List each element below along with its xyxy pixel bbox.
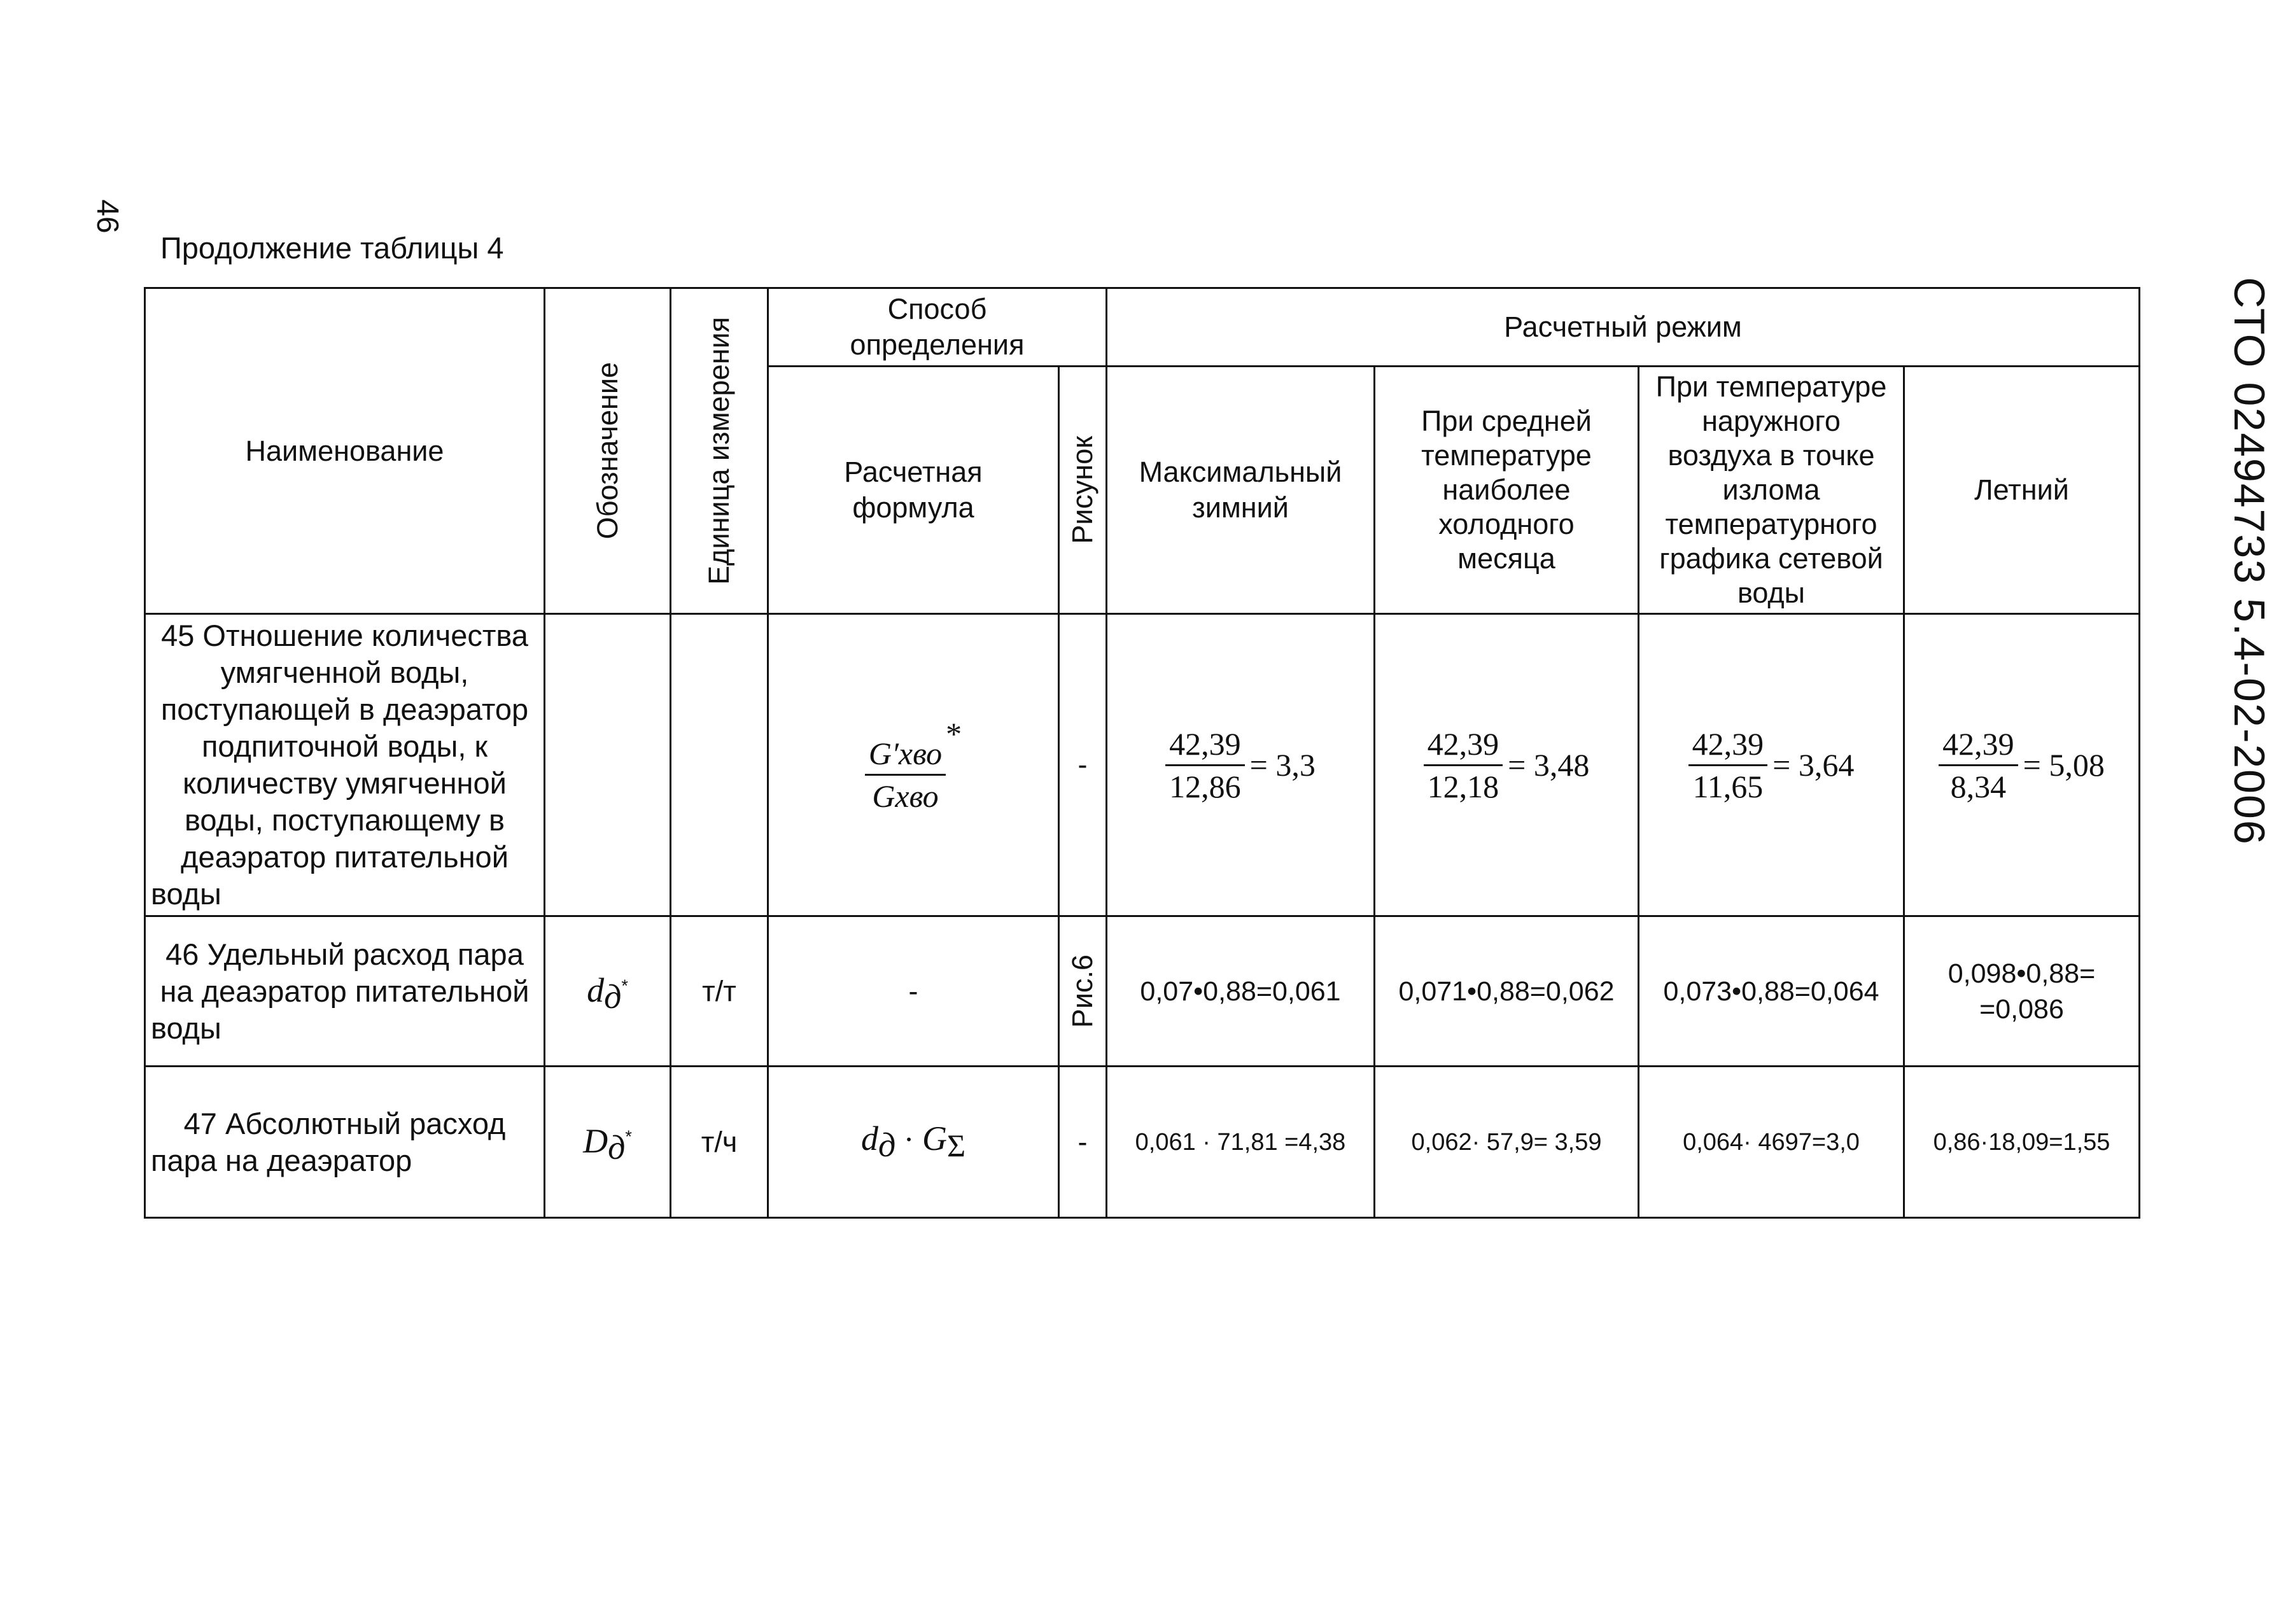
- value-denominator: 8,34: [1950, 768, 2007, 804]
- row-46-formula: -: [768, 916, 1059, 1067]
- header-figure: [1059, 367, 1107, 614]
- row-45-value-3: [1639, 614, 1904, 916]
- value-fraction: [1424, 726, 1590, 804]
- header-method: Способ определения: [768, 288, 1107, 367]
- value-denominator: 12,18: [1427, 768, 1499, 804]
- row-46-value-3: 0,073•0,88=0,064: [1639, 916, 1904, 1067]
- symbol-sup: *: [621, 976, 628, 995]
- row-46-symbol: [545, 916, 671, 1067]
- row-46-value-2: 0,071•0,88=0,062: [1375, 916, 1639, 1067]
- row-47-value-1: 0,061 · 71,81 =4,38: [1107, 1067, 1375, 1218]
- row-45-value-4: [1904, 614, 2140, 916]
- formula-numerator: G′хво: [865, 736, 946, 776]
- header-row-top: [145, 288, 2140, 367]
- row-47-unit: т/ч: [671, 1067, 768, 1218]
- value-numerator: 42,39: [1165, 726, 1245, 766]
- row-47-value-3: 0,064· 4697=3,0: [1639, 1067, 1904, 1218]
- row-46-value-1: 0,07•0,88=0,061: [1107, 916, 1375, 1067]
- value-result: = 5,08: [2023, 747, 2105, 783]
- row-47-name: 47 Абсолютный расход пара на деаэратор: [145, 1067, 545, 1218]
- formula-fraction: [865, 736, 946, 814]
- data-table: [144, 287, 2140, 1219]
- row-47-formula: [768, 1067, 1059, 1218]
- header-max-winter: Максимальный зимний: [1107, 367, 1375, 614]
- table-caption: Продолжение таблицы 4: [160, 231, 504, 265]
- row-45-formula: [768, 614, 1059, 916]
- header-coldest-month: При средней температуре наиболее холодного месяца: [1375, 367, 1639, 614]
- row-46-value-4: [1904, 916, 2140, 1067]
- value-fraction: [1688, 726, 1855, 804]
- row-45-unit: [671, 614, 768, 916]
- row-46-figure-label: Рис.6: [1066, 954, 1098, 1028]
- value-denominator: 11,65: [1692, 768, 1764, 804]
- header-break-point: При температуре наружного воздуха в точке излома температурного графика сетевой воды: [1639, 367, 1904, 614]
- formula-denominator: Gхво: [872, 778, 939, 815]
- row-45-value-2: [1375, 614, 1639, 916]
- row-45-name: 45 Отношение количества умягченной воды, поступающей в деаэратор подпиточной воды, к количеству умягченной воды, поступающему в деаэратор питательной воды: [145, 614, 545, 916]
- header-figure-label: Рисунок: [1066, 436, 1098, 544]
- header-mode: Расчетный режим: [1107, 288, 2140, 367]
- formula-star: *: [946, 715, 962, 752]
- formula-dot: ·: [895, 1121, 922, 1157]
- row-47-value-4: 0,86·18,09=1,55: [1904, 1067, 2140, 1218]
- header-symbol-label: Обозначение: [591, 362, 624, 540]
- header-symbol: [545, 288, 671, 614]
- value-fraction: [1165, 726, 1316, 804]
- row-46-unit: т/т: [671, 916, 768, 1067]
- value-result: = 3,48: [1508, 747, 1590, 783]
- formula-b-sub: Σ: [946, 1128, 966, 1163]
- symbol-sub: д: [604, 977, 622, 1016]
- header-formula: Расчетная формула: [768, 367, 1059, 614]
- header-summer: Летний: [1904, 367, 2140, 614]
- value-denominator: 12,86: [1169, 768, 1241, 804]
- formula-a: d: [860, 1119, 878, 1158]
- header-unit: [671, 288, 768, 614]
- row-46-value-4-line1: 0,098•0,88=: [1948, 958, 2096, 989]
- row-47-figure: -: [1059, 1067, 1107, 1218]
- row-47-value-2: 0,062· 57,9= 3,59: [1375, 1067, 1639, 1218]
- table-row: [145, 1067, 2140, 1218]
- symbol-sup: *: [625, 1127, 632, 1146]
- symbol-sub: д: [608, 1128, 626, 1166]
- value-numerator: 42,39: [1939, 726, 2018, 766]
- row-46-name: 46 Удельный расход пара на деаэратор питательной воды: [145, 916, 545, 1067]
- header-unit-label: Единица измерения: [703, 317, 735, 585]
- document-code: СТО 02494733 5.4-02-2006: [2225, 277, 2273, 846]
- page-number: 46: [90, 199, 124, 234]
- table-row: [145, 614, 2140, 916]
- row-46-value-4-line2: =0,086: [1979, 993, 2064, 1025]
- formula-b: G: [922, 1119, 947, 1158]
- symbol-base: d: [587, 971, 605, 1009]
- row-46-figure: [1059, 916, 1107, 1067]
- row-45-value-1: [1107, 614, 1375, 916]
- row-45-figure: -: [1059, 614, 1107, 916]
- value-result: = 3,3: [1249, 747, 1316, 783]
- value-numerator: 42,39: [1688, 726, 1768, 766]
- value-numerator: 42,39: [1424, 726, 1503, 766]
- value-result: = 3,64: [1772, 747, 1855, 783]
- header-name: Наименование: [145, 288, 545, 614]
- table-row: [145, 916, 2140, 1067]
- row-45-symbol: [545, 614, 671, 916]
- row-47-symbol: [545, 1067, 671, 1218]
- value-fraction: [1939, 726, 2105, 804]
- symbol-base: D: [583, 1122, 608, 1160]
- formula-a-sub: д: [878, 1126, 896, 1164]
